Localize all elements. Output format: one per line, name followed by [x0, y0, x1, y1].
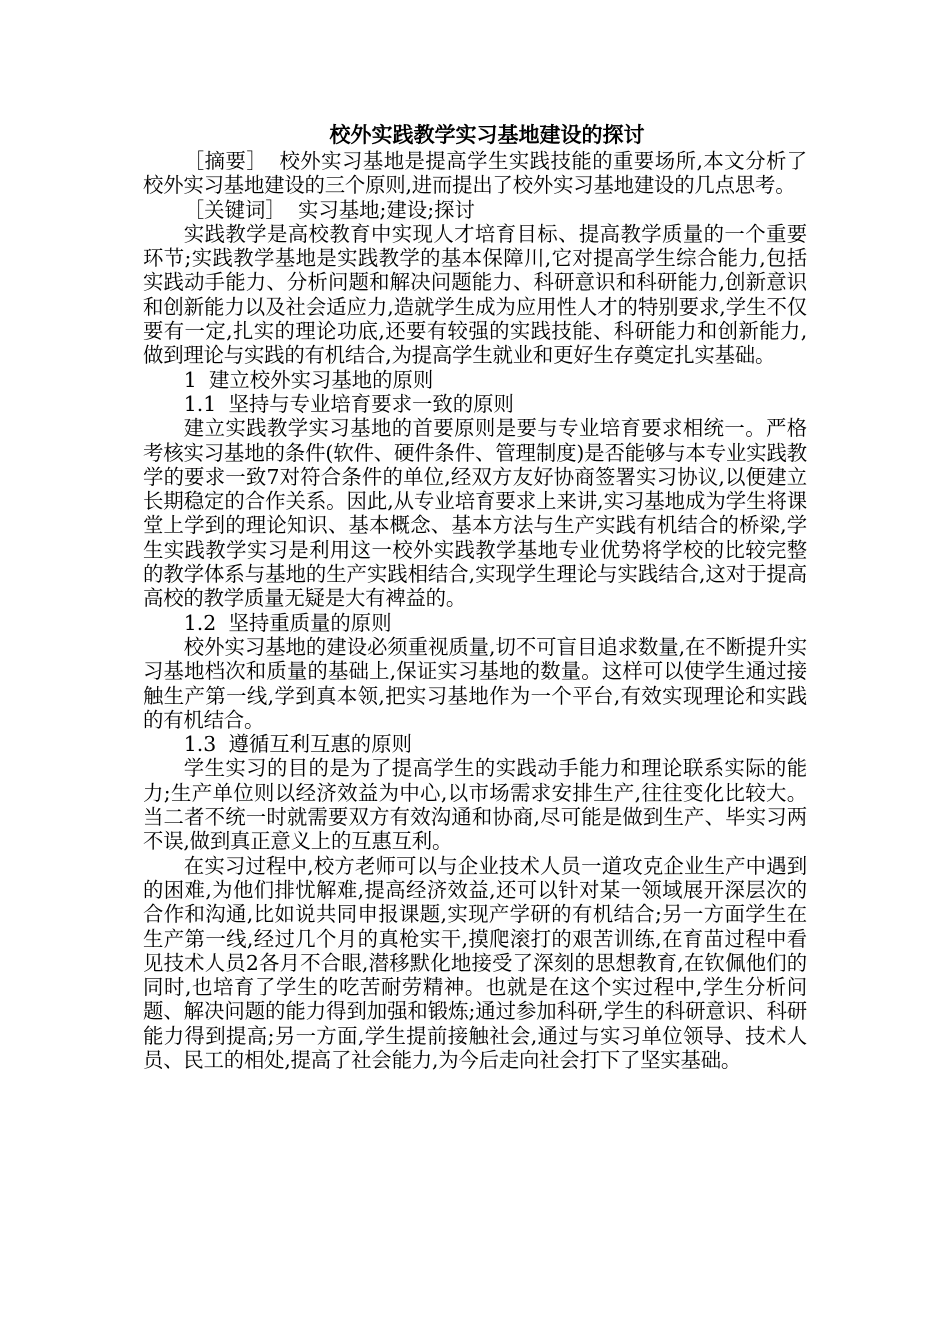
section-1-2-heading	[143, 611, 807, 635]
section-1-number: 1	[183, 367, 197, 392]
section-1-1-title: 坚持与专业培育要求一致的原则	[228, 391, 514, 416]
section-1-3-paragraph-1: 学生实习的目的是为了提高学生的实践动手能力和理论联系实际的能力;生产单位则以经济效益为中心,以市场需求安排生产,往往变化比较大。当二者不统一时就需要双方有效沟通和协商,尽可能是做到生产、毕实习两不误,做到真正意义上的互惠互利。	[143, 756, 807, 854]
intro-paragraph: 实践教学是高校教育中实现人才培育目标、提高教学质量的一个重要环节;实践教学基地是实践教学的基本保障川,它对提高学生综合能力,包括实践动手能力、分析问题和解决问题能力、科研意识和科研能力,创新意识和创新能力以及社会适应力,造就学生成为应用性人才的特别要求,学生不仅要有一定,扎实的理论功底,还要有较强的实践技能、科研能力和创新能力,做到理论与实践的有机结合,为提高学生就业和更好生存奠定扎实基础。	[143, 221, 807, 368]
section-1-3-title: 遵循互利互惠的原则	[228, 732, 412, 757]
section-1-1-heading	[143, 392, 807, 416]
document-title: 校外实践教学实习基地建设的探讨	[329, 123, 645, 147]
section-1-3-number: 1.3	[183, 732, 217, 757]
section-1-2-number: 1.2	[183, 610, 217, 635]
abstract	[143, 149, 807, 198]
keywords	[143, 198, 807, 222]
section-1-3-heading	[143, 732, 807, 756]
section-1-heading	[143, 368, 807, 392]
section-1-2-paragraph: 校外实习基地的建设必须重视质量,切不可盲目追求数量,在不断提升实习基地档次和质量的基础上,保证实习基地的数量。这样可以使学生通过接触生产第一线,学到真本领,把实习基地作为一个平台,有效实现理论和实践的有机结合。	[143, 634, 807, 732]
document-page	[143, 121, 807, 1072]
abstract-label: ［摘要］	[183, 149, 268, 173]
keywords-text: 实习基地;建设;探讨	[297, 197, 475, 222]
section-1-2-title: 坚持重质量的原则	[228, 610, 392, 635]
abstract-text: 校外实习基地是提高学生实践技能的重要场所,本文分析了校外实习基地建设的三个原则,进而提出了校外实习基地建设的几点思考。	[143, 149, 807, 198]
section-1-3-paragraph-2: 在实习过程中,校方老师可以与企业技术人员一道攻克企业生产中遇到的困难,为他们排忧解难,提高经济效益,还可以针对某一领域展开深层次的合作和沟通,比如说共同申报课题,实现产学研的有机结合;另一方面学生在生产第一线,经过几个月的真枪实干,摸爬滚打的艰苦训练,在育苗过程中看见技术人员2各月不合眼,潜移默化地接受了深刻的思想教育,在钦佩他们的同时,也培育了学生的吃苦耐劳精神。也就是在这个实过程中,学生分析问题、解决问题的能力得到加强和锻炼;通过参加科研,学生的科研意识、科研能力得到提高;另一方面,学生提前接触社会,通过与实习单位领导、技术人员、民工的相处,提高了社会能力,为今后走向社会打下了坚实基础。	[143, 853, 807, 1072]
section-1-title: 建立校外实习基地的原则	[209, 367, 434, 392]
keywords-label: ［关键词］	[183, 197, 286, 222]
section-1-1-paragraph: 建立实践教学实习基地的首要原则是要与专业培育要求相统一。严格考核实习基地的条件(软件、硬件条件、管理制度)是否能够与本专业实践教学的要求一致7对符合条件的单位,经双方友好协商签署实习协议,以便建立长期稳定的合作关系。因此,从专业培育要求上来讲,实习基地成为学生将课堂上学到的理论知识、基本概念、基本方法与生产实践有机结合的桥梁,学生实践教学实习是利用这一校外实践教学基地专业优势将学校的比较完整的教学体系与基地的生产实践相结合,实现学生理论与实践结合,这对于提高高校的教学质量无疑是大有裨益的。	[143, 416, 807, 611]
section-1-1-number: 1.1	[183, 391, 217, 416]
